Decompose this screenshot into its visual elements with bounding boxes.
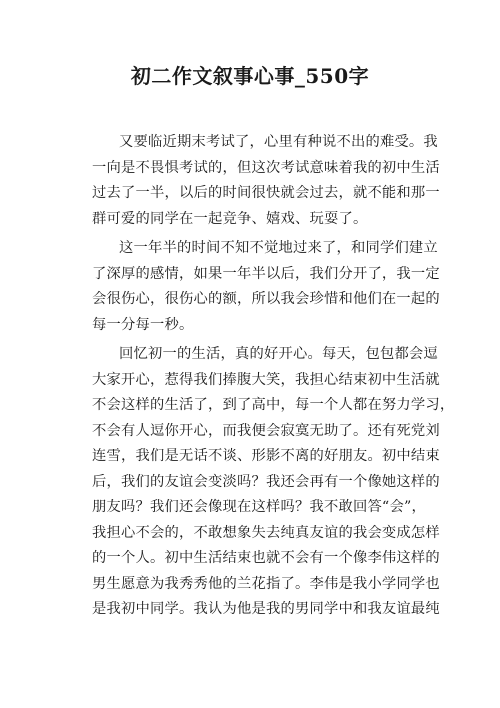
text-line: 后，我们的友谊会变淡吗？我还会再有一个像她这样的: [92, 473, 440, 490]
text-line: 了深厚的感情，如果一年半以后，我们分开了，我一定: [92, 265, 440, 282]
text-line: 男生愿意为我秀秀他的兰花指了。李伟是我小学同学也: [92, 575, 440, 592]
text-line: 又要临近期末考试了，心里有种说不出的难受。我: [119, 134, 438, 150]
text-line: 一向是不畏惧考试的，但这次考试意味着我的初中生活: [92, 159, 440, 176]
document-body: [92, 130, 455, 627]
paragraph-3: [92, 342, 455, 623]
text-line: 会很伤心，很伤心的额，所以我会珍惜和他们在一起的: [92, 291, 440, 307]
text-line: 回忆初一的生活，真的好开心。每天，包包都会逗: [119, 346, 438, 362]
text-line: 我担心不会的，不敢想象失去纯真友谊的我会变成怎样: [92, 524, 440, 541]
text-line: 不会有人逗你开心，而我便会寂寞无助了。还有死党刘: [92, 422, 440, 439]
text-line: 不会这样的生活了，到了高中，每一个人都在努力学习，: [92, 397, 455, 413]
text-line: 群可爱的同学在一起竞争、嬉戏、玩耍了。: [92, 210, 368, 227]
text-line: 朋友吗？我们还会像现在这样吗？我不敢回答“会”，: [92, 499, 426, 515]
paragraph-2: [92, 236, 440, 338]
text-line: 大家开心，惹得我们捧腹大笑，我担心结束初中生活就: [92, 371, 440, 388]
paragraph-1: [92, 130, 440, 232]
text-line: 的一个人。初中生活结束也就不会有一个像李伟这样的: [92, 550, 440, 566]
text-line: 每一分每一秒。: [92, 316, 194, 333]
text-line: 是我初中同学。我认为他是我的男同学中和我友谊最纯: [92, 601, 440, 617]
text-line: 这一年半的时间不知不觉地过来了，和同学们建立: [119, 240, 438, 256]
text-line: 连雪，我们是无话不谈、形影不离的好朋友。初中结束: [92, 448, 440, 464]
document-title: 初二作文叙事心事_550字: [130, 64, 370, 88]
text-line: 过去了一半，以后的时间很快就会过去，就不能和那一: [92, 185, 440, 201]
